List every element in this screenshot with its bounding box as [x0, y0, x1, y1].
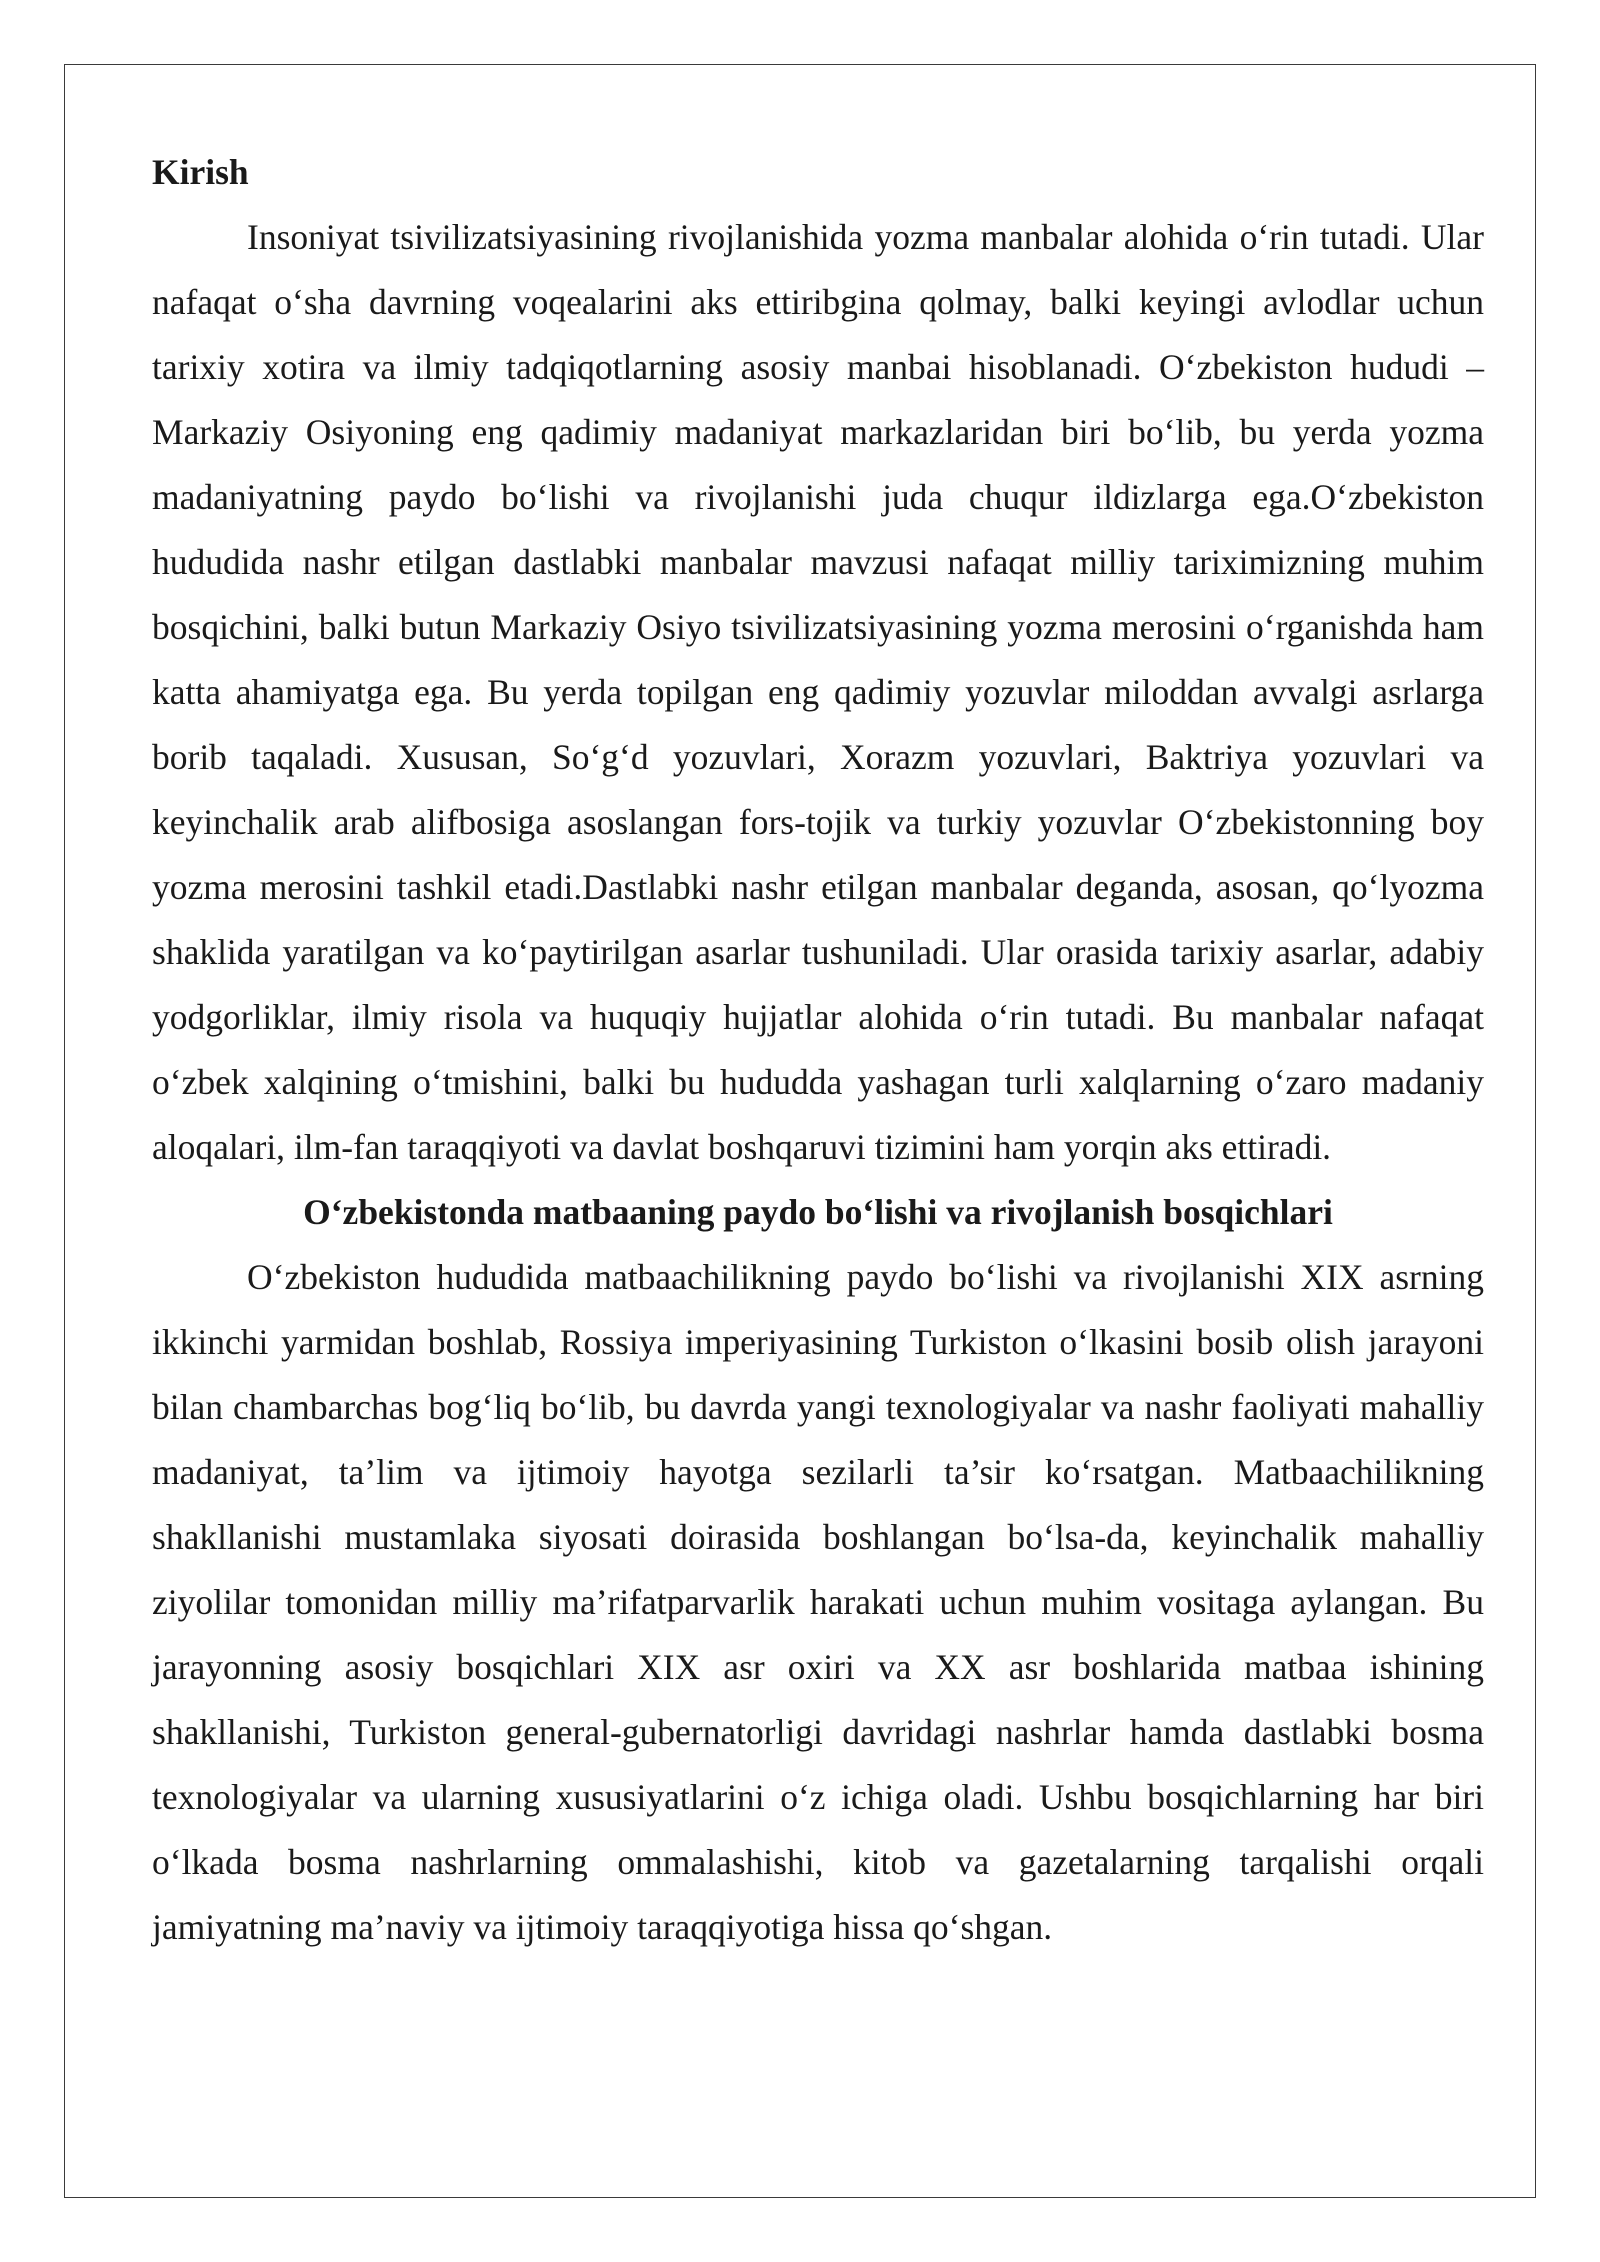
document-body: [152, 140, 1484, 1960]
section-heading: O‘zbekistonda matbaaning paydo bo‘lishi va rivojlanish bosqichlari: [303, 1192, 1333, 1232]
document-heading: Kirish: [152, 152, 249, 192]
section-paragraph: O‘zbekiston hududida matbaachilikning paydo bo‘lishi va rivojlanishi XIX asrning ikkinchi yarmidan boshlab, Rossiya imperiyasining Turkiston o‘lkasini bosib olish jarayoni bilan chambarchas bog‘liq bo‘lib, bu davrda yangi texnologiyalar va nashr faoliyati mahalliy madaniyat, ta’lim va ijtimoiy hayotga sezilarli ta’sir ko‘rsatgan. Matbaachilikning shakllanishi mustamlaka siyosati doirasida boshlangan bo‘lsa-da, keyinchalik mahalliy ziyolilar tomonidan milliy ma’rifatparvarlik harakati uchun muhim vositaga aylangan. Bu jarayonning asosiy bosqichlari XIX asr oxiri va XX asr boshlarida matbaa ishining shakllanishi, Turkiston general-gubernatorligi davridagi nashrlar hamda dastlabki bosma texnologiyalar va ularning xususiyatlarini o‘z ichiga oladi. Ushbu bosqichlarning har biri o‘lkada bosma nashrlarning ommalashishi, kitob va gazetalarning tarqalishi orqali jamiyatning ma’naviy va ijtimoiy taraqqiyotiga hissa qo‘shgan.: [152, 1257, 1484, 1947]
intro-paragraph: Insoniyat tsivilizatsiyasining rivojlanishida yozma manbalar alohida o‘rin tutadi. Ular nafaqat o‘sha davrning voqealarini aks ettiribgina qolmay, balki keyingi avlodlar uchun tarixiy xotira va ilmiy tadqiqotlarning asosiy manbai hisoblanadi. O‘zbekiston hududi – Markaziy Osiyoning eng qadimiy madaniyat markazlaridan biri bo‘lib, bu yerda yozma madaniyatning paydo bo‘lishi va rivojlanishi juda chuqur ildizlarga ega.O‘zbekiston hududida nashr etilgan dastlabki manbalar mavzusi nafaqat milliy tariximizning muhim bosqichini, balki butun Markaziy Osiyo tsivilizatsiyasining yozma merosini o‘rganishda ham katta ahamiyatga ega. Bu yerda topilgan eng qadimiy yozuvlar miloddan avvalgi asrlarga borib taqaladi. Xususan, So‘g‘d yozuvlari, Xorazm yozuvlari, Baktriya yozuvlari va keyinchalik arab alifbosiga asoslangan fors-tojik va turkiy yozuvlar O‘zbekistonning boy yozma merosini tashkil etadi.Dastlabki nashr etilgan manbalar deganda, asosan, qo‘lyozma shaklida yaratilgan va ko‘paytirilgan asarlar tushuniladi. Ular orasida tarixiy asarlar, adabiy yodgorliklar, ilmiy risola va huquqiy hujjatlar alohida o‘rin tutadi. Bu manbalar nafaqat o‘zbek xalqining o‘tmishini, balki bu hududda yashagan turli xalqlarning o‘zaro madaniy aloqalari, ilm-fan taraqqiyoti va davlat boshqaruvi tizimini ham yorqin aks ettiradi.: [152, 217, 1484, 1167]
